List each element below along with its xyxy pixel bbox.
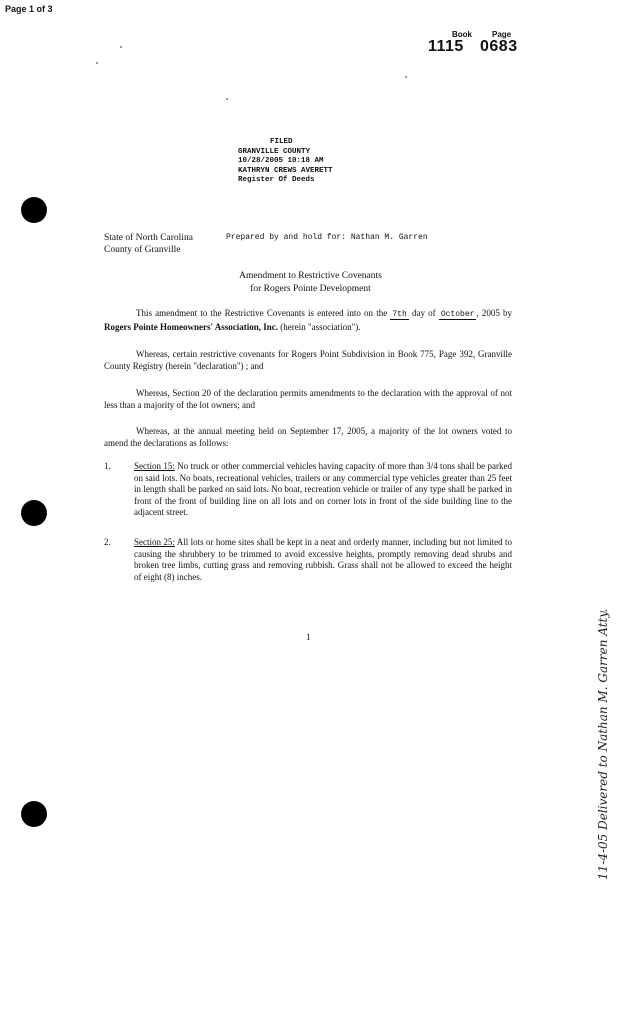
- stamp-line: 10/28/2005 10:18 AM: [238, 157, 324, 165]
- scan-speck: [96, 62, 98, 64]
- punch-hole: [21, 197, 47, 223]
- punch-hole: [21, 500, 47, 526]
- section-text: All lots or home sites shall be kept in a neat and orderly manner, including but not limited to causing the shrubbery to be trimmed to avoid excessive heights, promptly removing dead shrubs and broken tree limbs, cutting grass and removing rubbish. Grass shall not be allowed to exceed the height of eight (8) inches.: [134, 537, 513, 582]
- state-block: [104, 232, 193, 256]
- whereas-paragraph-2: Whereas, Section 20 of the declaration permits amendments to the declaration with the approval of not less than a majority of the lot owners; and: [104, 388, 512, 410]
- amendment-item: [134, 537, 512, 583]
- filing-stamp: [238, 138, 333, 186]
- scan-speck: [120, 46, 122, 48]
- stamp-line: FILED: [270, 138, 293, 146]
- prepared-for: Prepared by and hold for: Nathan M. Garren: [226, 233, 428, 242]
- document-subtitle: for Rogers Pointe Development: [250, 284, 371, 294]
- month-fill: October: [440, 310, 475, 319]
- item-number: 2.: [104, 537, 111, 547]
- section-heading: Section 25:: [134, 537, 175, 547]
- intro-text-b: day of: [411, 308, 436, 318]
- section-heading: Section 15:: [134, 461, 175, 471]
- stamp-line: Register Of Deeds: [238, 176, 315, 184]
- document-title: Amendment to Restrictive Covenants: [239, 271, 382, 281]
- whereas-paragraph-1: Whereas, certain restrictive covenants for Rogers Point Subdivision in Book 775, Page 392, Granville County Registry (herein "declaration") ; and: [104, 349, 512, 371]
- item-number: 1.: [104, 461, 111, 471]
- page-number: 1: [306, 633, 311, 643]
- day-fill: 7th: [392, 310, 407, 319]
- association-name: Rogers Pointe Homeowners' Association, Inc.: [104, 322, 278, 332]
- amendment-item: [134, 461, 512, 519]
- state-name: State of North Carolina: [104, 233, 193, 243]
- stamp-line: GRANVILLE COUNTY: [238, 147, 311, 156]
- page-number-recording: 0683: [480, 38, 518, 55]
- book-number: 1115: [428, 38, 464, 55]
- intro-text-c: , 2005 by: [476, 308, 513, 318]
- page-label: Page: [492, 30, 512, 39]
- punch-hole: [21, 801, 47, 827]
- intro-text-a: This amendment to the Restrictive Covenants is entered into on the: [136, 308, 388, 318]
- intro-text-d: (herein "association").: [280, 322, 361, 332]
- whereas-paragraph-3: Whereas, at the annual meeting held on September 17, 2005, a majority of the lot owners voted to amend the declarations as follows:: [104, 426, 512, 448]
- scan-speck: [226, 98, 228, 100]
- section-text: No truck or other commercial vehicles having capacity of more than 3/4 tons shall be parked on said lots. No boats, recreational vehicles, trailers or any commercial type vehicles greater than 25 feet in length shall be parked on said lots. No boat, recreation vehicle or trailer of any type shall be parked in front of the front of building line on all lots and on corner lots in front of the side building line to the adjacent street.: [134, 461, 512, 517]
- handwritten-note: 11-4-05 Delivered to Nathan M. Garren Atty.: [596, 608, 610, 880]
- book-label: Book: [452, 30, 472, 39]
- scan-speck: [405, 76, 407, 78]
- page-count: Page 1 of 3: [5, 4, 53, 14]
- intro-paragraph: [104, 307, 512, 333]
- county-name: County of Granville: [104, 245, 181, 255]
- stamp-line: KATHRYN CREWS AVERETT: [238, 166, 333, 175]
